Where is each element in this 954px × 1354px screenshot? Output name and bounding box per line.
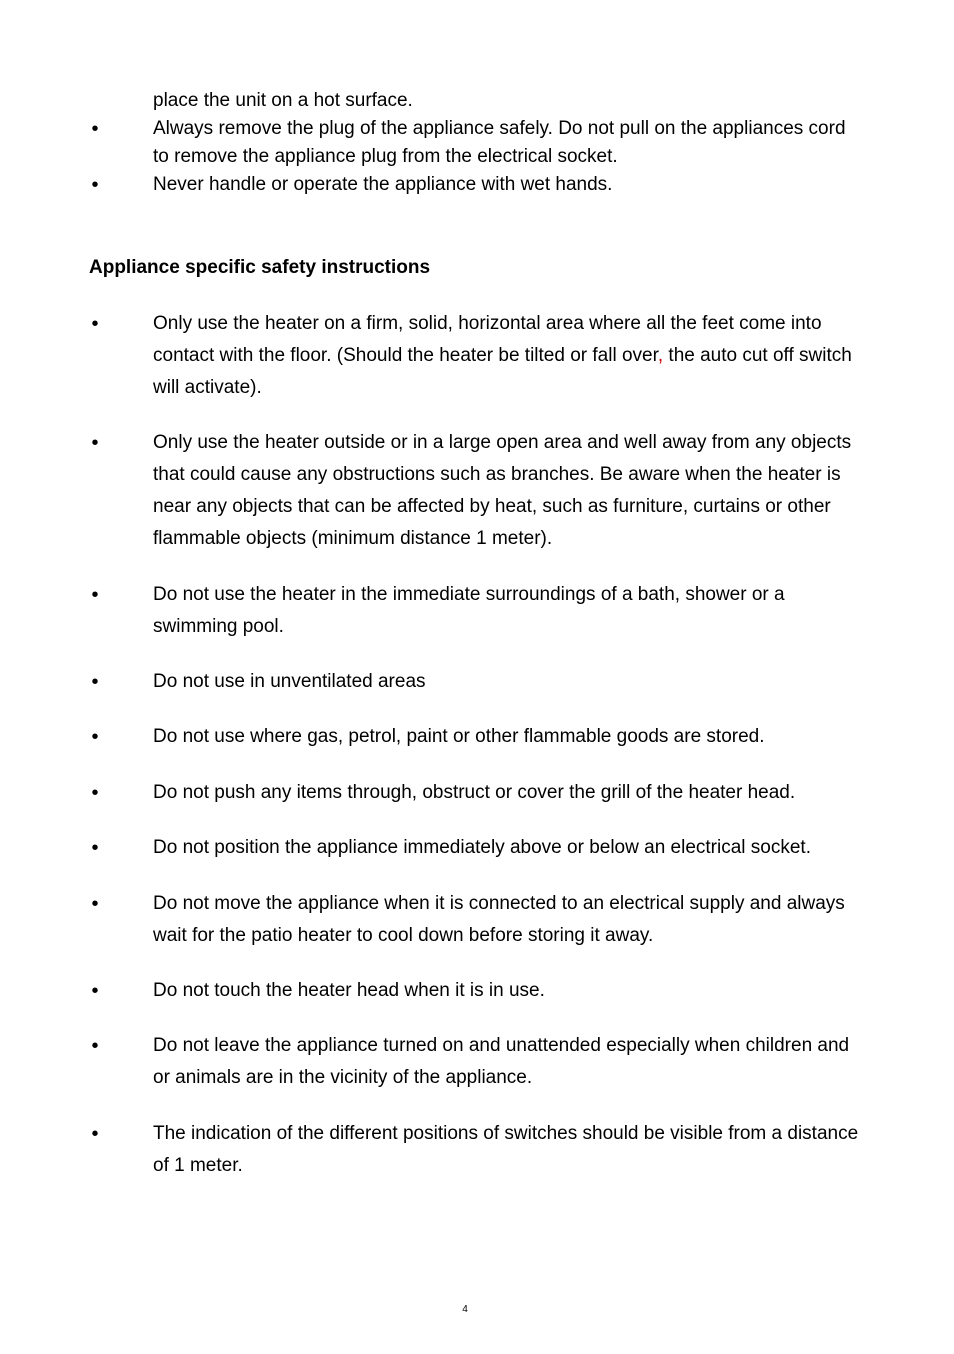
highlighted-comma: , bbox=[657, 345, 664, 366]
list-item: Do not use the heater in the immediate surroundings of a bath, shower or a swimming pool. bbox=[153, 584, 785, 637]
bullet-icon: • bbox=[91, 118, 99, 140]
list-item: Never handle or operate the appliance with wet hands. bbox=[153, 174, 613, 195]
page-number: 4 bbox=[462, 1304, 468, 1315]
list-item-text: Only use the heater on a firm, solid, horizontal area where all the feet come into contact with the floor. (Should the heater be tilted or fall over bbox=[153, 313, 822, 366]
list-item-text: the auto cut off switch will activate). bbox=[153, 345, 852, 398]
list-item: Do not use in unventilated areas bbox=[153, 671, 426, 692]
section-heading: Appliance specific safety instructions bbox=[89, 257, 431, 278]
bullet-icon: • bbox=[91, 313, 99, 335]
list-item: Do not touch the heater head when it is in use. bbox=[153, 980, 545, 1001]
list-item: The indication of the different positions of switches should be visible from a distance of 1 meter. bbox=[153, 1123, 859, 1176]
appliance-safety-list bbox=[0, 308, 954, 1182]
bullet-icon: • bbox=[91, 980, 99, 1002]
bullet-icon: • bbox=[91, 584, 99, 606]
list-item: Always remove the plug of the appliance safely. Do not pull on the appliances cord to remove the appliance plug from the electrical socket. bbox=[153, 118, 846, 167]
bullet-icon: • bbox=[91, 726, 99, 748]
bullet-icon: • bbox=[91, 893, 99, 915]
list-item: Do not position the appliance immediately above or below an electrical socket. bbox=[153, 837, 811, 858]
list-item: Do not push any items through, obstruct or cover the grill of the heater head. bbox=[153, 782, 796, 803]
list-item-continuation: place the unit on a hot surface. bbox=[153, 90, 413, 111]
list-item: Only use the heater outside or in a large open area and well away from any objects that could cause any obstructions such as branches. Be aware when the heater is near any objects that can be affected by heat, such as furniture, curtains or other flammable objects (minimum distance 1 meter). bbox=[153, 432, 852, 549]
bullet-icon: • bbox=[91, 671, 99, 693]
list-item: Do not move the appliance when it is connected to an electrical supply and always wait for the patio heater to cool down before storing it away. bbox=[153, 893, 845, 946]
bullet-icon: • bbox=[91, 837, 99, 859]
top-safety-list bbox=[0, 87, 954, 199]
list-item: Do not leave the appliance turned on and unattended especially when children and or animals are in the vicinity of the appliance. bbox=[153, 1035, 850, 1088]
bullet-icon: • bbox=[91, 174, 99, 196]
list-item bbox=[153, 308, 863, 404]
bullet-icon: • bbox=[91, 782, 99, 804]
list-item: Do not use where gas, petrol, paint or other flammable goods are stored. bbox=[153, 726, 765, 747]
bullet-icon: • bbox=[91, 1035, 99, 1057]
bullet-icon: • bbox=[91, 1123, 99, 1145]
bullet-icon: • bbox=[91, 432, 99, 454]
